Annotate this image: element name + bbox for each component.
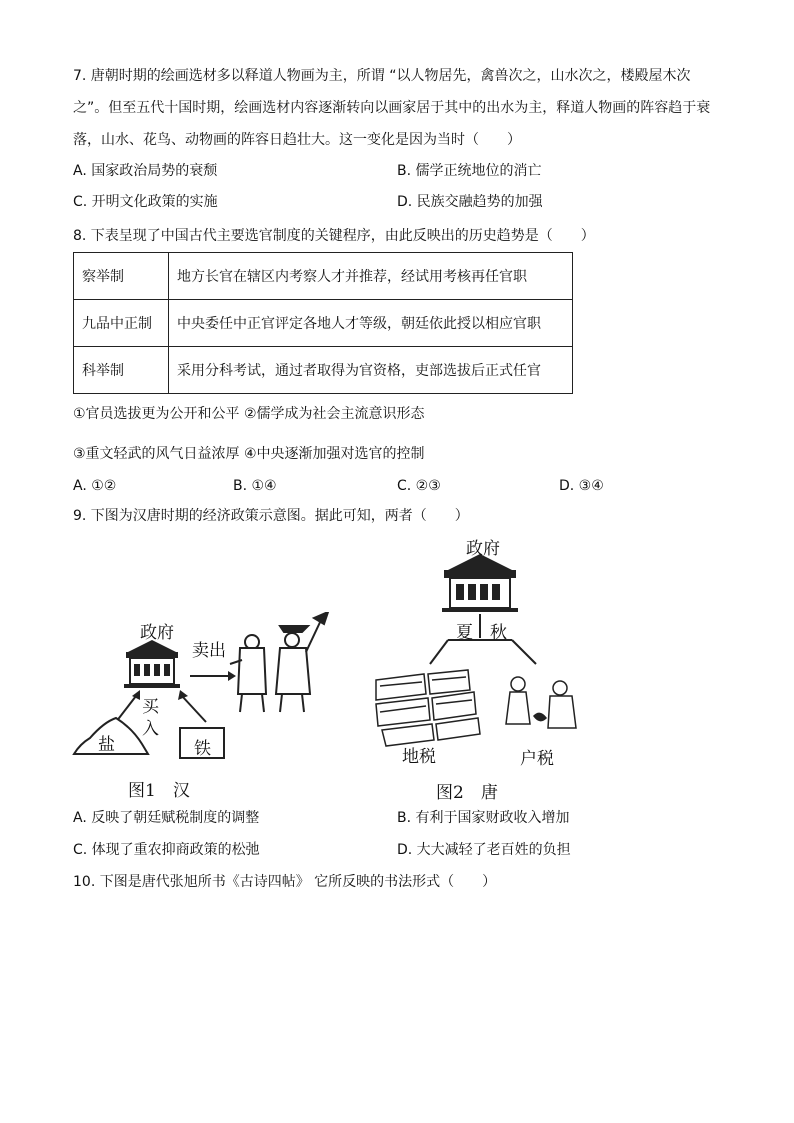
government-building-icon bbox=[442, 554, 518, 612]
household-figures-icon bbox=[506, 677, 576, 728]
q9-stem: 9. 下图为汉唐时期的经济政策示意图。据此可知，两者（ ） bbox=[73, 508, 469, 524]
table-cell-system: 九品中正制 bbox=[74, 300, 169, 347]
q7-option-d: D. 民族交融趋势的加强 bbox=[397, 194, 543, 210]
table-cell-system: 科举制 bbox=[74, 347, 169, 394]
fig1-sell-label: 卖出 bbox=[192, 641, 226, 661]
q7-option-b: B. 儒学正统地位的消亡 bbox=[397, 163, 542, 179]
fig2-caption: 图2 唐 bbox=[436, 783, 498, 803]
table-cell-desc: 地方长官在辖区内考察人才并推荐，经试用考核再任官职 bbox=[169, 253, 573, 300]
fig2-autumn-label: 秋 bbox=[490, 623, 507, 643]
fig2-land-tax-label: 地税 bbox=[402, 747, 436, 767]
q8-option-b: B. ①④ bbox=[233, 478, 277, 494]
fig1-government-label: 政府 bbox=[140, 623, 174, 643]
fig1-caption: 图1 汉 bbox=[128, 781, 190, 801]
q9-option-b: B. 有利于国家财政收入增加 bbox=[397, 810, 570, 826]
q7-stem-line-3: 落，山水、花鸟、动物画的阵容日趋壮大。这一变化是因为当时（ ） bbox=[73, 132, 521, 148]
q7-option-c: C. 开明文化政策的实施 bbox=[73, 194, 218, 210]
q7-option-a: A. 国家政治局势的衰颓 bbox=[73, 163, 218, 179]
q7-stem-line-1: 7. 唐朝时期的绘画选材多以释道人物画为主，所谓 “以人物居先，禽兽次之，山水次之，楼殿屋木次 bbox=[73, 68, 691, 84]
q9-figure-2 bbox=[370, 534, 600, 802]
officials-figures-icon bbox=[230, 612, 328, 712]
government-building-icon bbox=[124, 640, 180, 688]
q7-stem-line-2: 之”。但至五代十国时期，绘画选材内容逐渐转向以画家居于其中的出水为主，释道人物画的阵容趋于衰 bbox=[73, 100, 711, 116]
table-cell-desc: 中央委任中正官评定各地人才等级，朝廷依此授以相应官职 bbox=[169, 300, 573, 347]
q9-option-c: C. 体现了重农抑商政策的松弛 bbox=[73, 842, 260, 858]
fig2-government-label: 政府 bbox=[466, 539, 500, 559]
fig2-summer-label: 夏 bbox=[456, 623, 473, 643]
q8-statements-1: ①官员选拔更为公开和公平 ②儒学成为社会主流意识形态 bbox=[73, 406, 425, 422]
fig2-household-tax-label: 户税 bbox=[520, 749, 554, 769]
q9-option-d: D. 大大减轻了老百姓的负担 bbox=[397, 842, 571, 858]
table-row bbox=[74, 347, 573, 394]
q8-stem: 8. 下表呈现了中国古代主要选官制度的关键程序，由此反映出的历史趋势是（ ） bbox=[73, 228, 595, 244]
q9-option-a: A. 反映了朝廷赋税制度的调整 bbox=[73, 810, 260, 826]
table-row bbox=[74, 300, 573, 347]
table-row bbox=[74, 253, 573, 300]
q8-option-a: A. ①② bbox=[73, 478, 117, 494]
fig1-salt-label: 盐 bbox=[98, 735, 115, 755]
table-cell-desc: 采用分科考试，通过者取得为官资格，吏部选拔后正式任官 bbox=[169, 347, 573, 394]
farm-fields-icon bbox=[376, 670, 480, 746]
q8-statements-2: ③重文轻武的风气日益浓厚 ④中央逐渐加强对选官的控制 bbox=[73, 446, 425, 462]
fig1-buy-label: 买入 bbox=[142, 697, 159, 739]
tang-economy-diagram bbox=[370, 534, 600, 764]
fig1-iron-label: 铁 bbox=[194, 739, 211, 759]
q9-figure-1 bbox=[70, 612, 340, 802]
q10-stem: 10. 下图是唐代张旭所书《古诗四帖》 它所反映的书法形式（ ） bbox=[73, 874, 497, 890]
table-cell-system: 察举制 bbox=[74, 253, 169, 300]
q8-option-d: D. ③④ bbox=[559, 478, 604, 494]
q8-table bbox=[73, 252, 573, 394]
q8-option-c: C. ②③ bbox=[397, 478, 441, 494]
